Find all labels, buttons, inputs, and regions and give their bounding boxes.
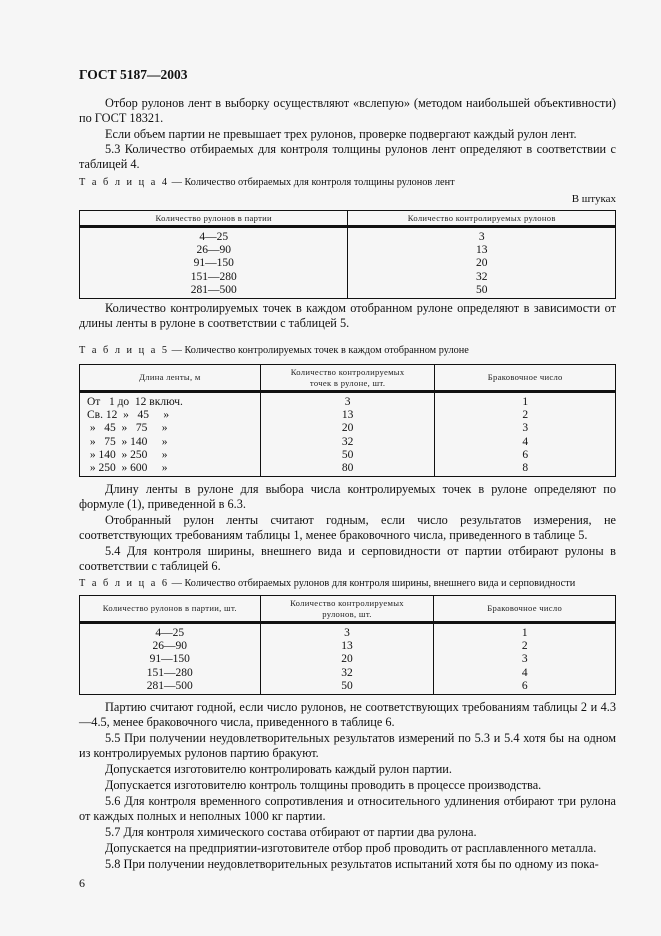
table-header-cell: Количество контролируемых рулонов, шт. (260, 596, 434, 623)
paragraph: 5.3 Количество отбираемых для контроля толщины рулонов лент определяют в соответствии с таблицей 4. (79, 142, 616, 172)
table-header-cell: Браковочное число (435, 365, 616, 392)
table-row: 4—25 3 1 (80, 623, 616, 641)
paragraph: Если объем партии не превышает трех рулонов, проверке подвергают каждый рулон лент. (105, 127, 577, 141)
paragraph: 5.4 Для контроля ширины, внешнего вида и серповидности от партии отбирают рулоны в соответствии с таблицей 6. (79, 544, 616, 574)
paragraph: Допускается изготовителю контролировать каждый рулон партии. (105, 762, 452, 776)
table-row: 151—280 32 4 (80, 667, 616, 680)
table-6-caption: Т а б л и ц а 6 — Количество отбираемых рулонов для контроля ширины, внешнего вида и серповидности (79, 578, 576, 589)
table-header-cell: Количество рулонов в партии (80, 211, 348, 227)
paragraph: 5.8 При получении неудовлетворительных результатов испытаний хотя бы по одному из пока- (105, 857, 599, 871)
table-4 (79, 210, 616, 299)
table-row: 281—500 50 (80, 284, 616, 299)
table-row: 91—150 20 3 (80, 653, 616, 666)
paragraph: Допускается изготовителю контроль толщины проводить в процессе производства. (105, 778, 542, 792)
table-header-cell: Количество контролируемых рулонов (348, 211, 616, 227)
table-6 (79, 595, 616, 695)
table-header-cell: Длина ленты, м (80, 365, 261, 392)
table-4-caption: Т а б л и ц а 4 — Количество отбираемых для контроля толщины рулонов лент (79, 177, 455, 188)
table-5-caption: Т а б л и ц а 5 — Количество контролируемых точек в каждом отобранном рулоне (79, 345, 469, 356)
table-row: 281—500 50 6 (80, 680, 616, 695)
paragraph: 5.7 Для контроля химического состава отбирают от партии два рулона. (105, 825, 477, 839)
table-header-cell: Браковочное число (434, 596, 616, 623)
table-row: » 140 » 250 » 50 6 (80, 449, 616, 462)
paragraph: Количество контролируемых точек в каждом отобранном рулоне определяют в зависимости от длины ленты в рулоне в соответствии с таблицей 5. (79, 301, 616, 331)
table-header-cell: Количество контролируемых точек в рулоне, шт. (260, 365, 435, 392)
paragraph: Отбор рулонов лент в выборку осуществляют «вслепую» (методом наибольшей объективности) по ГОСТ 18321. (79, 96, 616, 126)
table-row: 26—90 13 2 (80, 640, 616, 653)
table-row: » 75 » 140 » 32 4 (80, 436, 616, 449)
paragraph: 5.6 Для контроля временного сопротивления и относительного удлинения отбирают три рулона от каждых полных и неполных 1000 кг партии. (79, 794, 616, 824)
paragraph: Длину ленты в рулоне для выбора числа контролируемых точек в рулоне определяют по формуле (1), приведенной в 6.3. (79, 482, 616, 512)
paragraph: Отобранный рулон ленты считают годным, если число результатов измерения, не соответствующих требованиям таблицы 1, менее браковочного числа, приведенного в таблице 5. (79, 513, 616, 543)
paragraph: Допускается на предприятии-изготовителе отбор проб проводить от расплавленного металла. (105, 841, 597, 855)
table-row: От 1 до 12 включ. 3 1 (80, 392, 616, 410)
paragraph: 5.5 При получении неудовлетворительных результатов измерений по 5.3 и 5.4 хотя бы на одном из контролируемых рулонов партию бракуют. (79, 731, 616, 761)
table-5 (79, 364, 616, 477)
document-header: ГОСТ 5187—2003 (79, 67, 188, 82)
table-row: 26—90 13 (80, 244, 616, 257)
table-row: » 45 » 75 » 20 3 (80, 422, 616, 435)
table-row: Св. 12 » 45 » 13 2 (80, 409, 616, 422)
table-header-cell: Количество рулонов в партии, шт. (80, 596, 261, 623)
table-row: 4—25 3 (80, 227, 616, 245)
table-row: 151—280 32 (80, 271, 616, 284)
paragraph: Партию считают годной, если число рулонов, не соответствующих требованиям таблицы 2 и 4.3—4.5, менее браковочного числа, приведенного в таблице 6. (79, 700, 616, 730)
table-row: 91—150 20 (80, 257, 616, 270)
table-row: » 250 » 600 » 80 8 (80, 462, 616, 477)
page-number: 6 (79, 876, 85, 890)
table-4-unit: В штуках (571, 193, 616, 205)
